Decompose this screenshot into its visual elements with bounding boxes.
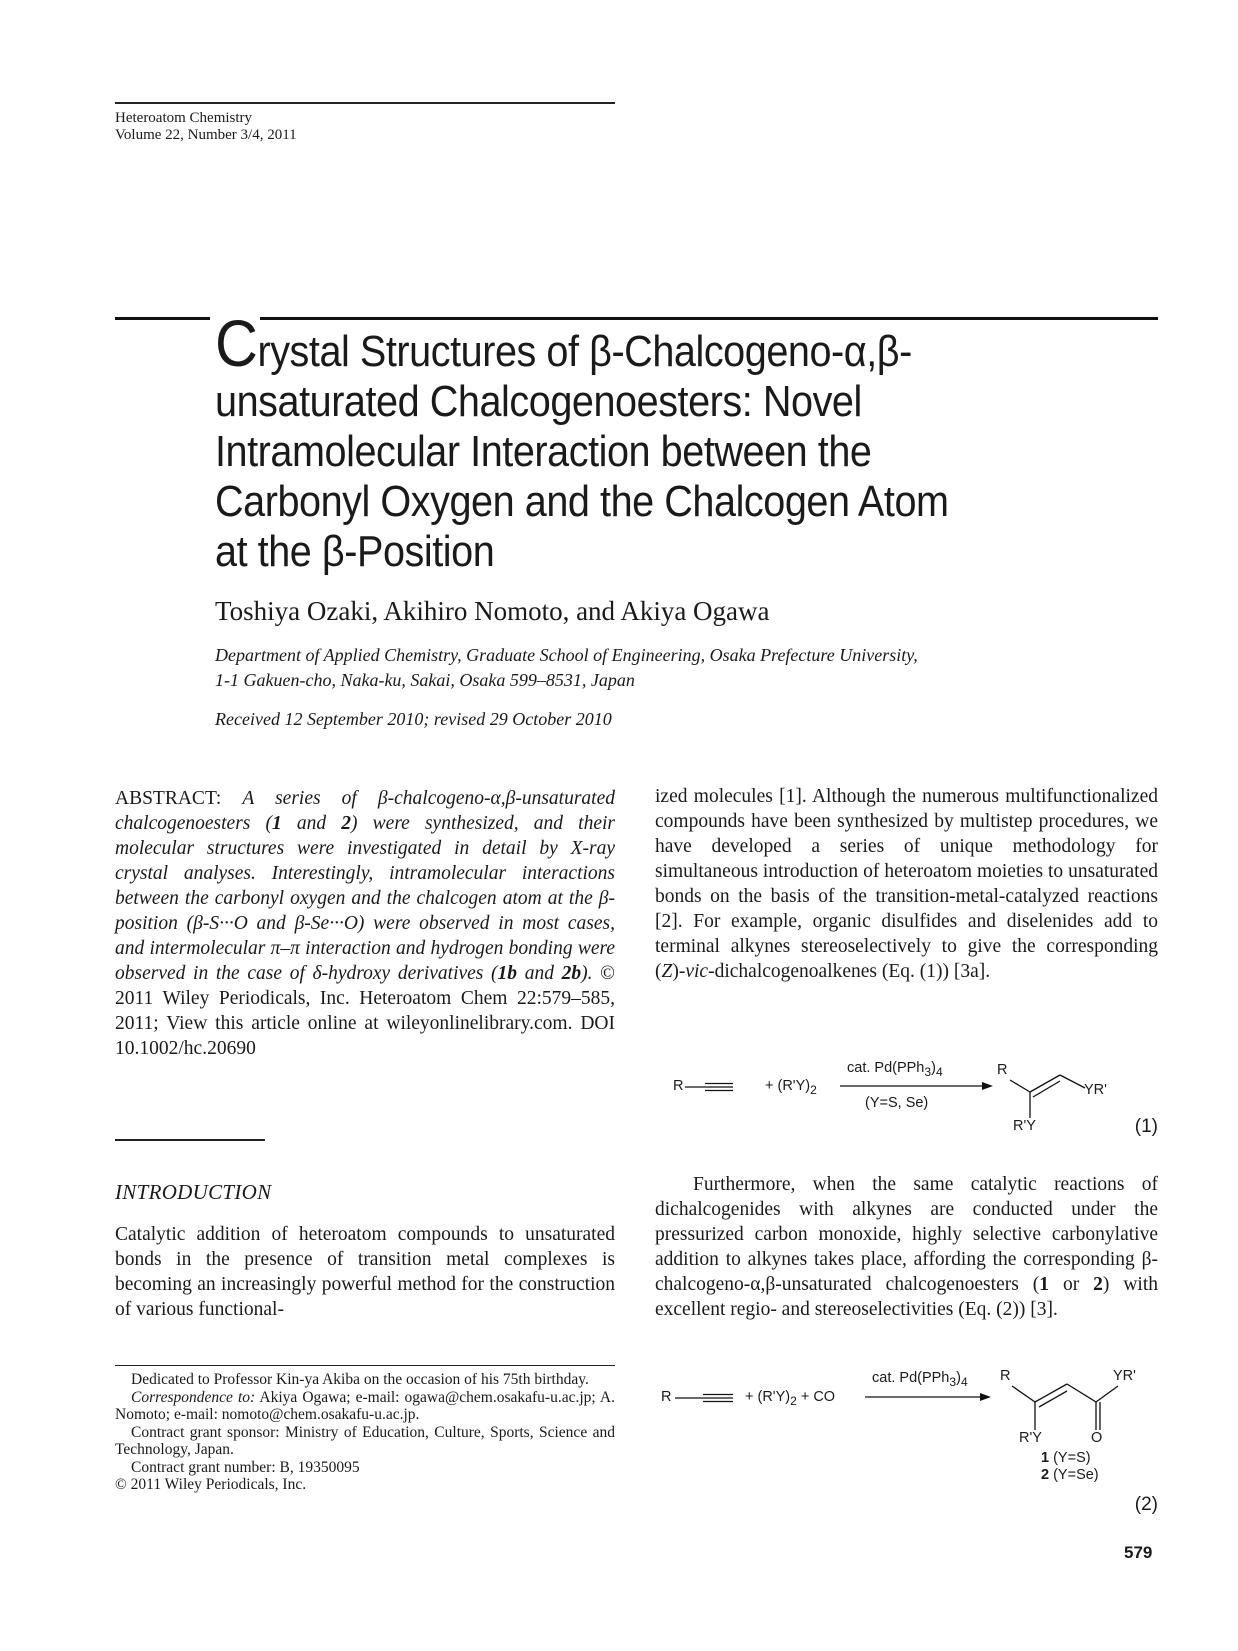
correspondence-label: Correspondence to: — [131, 1388, 256, 1406]
abstract-text-d: and — [517, 963, 562, 984]
title-line-5: at the β-Position — [215, 527, 495, 576]
title-dropcap: C — [215, 306, 258, 380]
scheme2-product-r: R — [1000, 1368, 1011, 1384]
scheme2-product-ry: R'Y — [1019, 1430, 1042, 1446]
para2-or: or — [1049, 1274, 1094, 1295]
footnote-sponsor: Contract grant sponsor: Ministry of Education, Culture, Sports, Science and Technology, Japan. — [115, 1423, 615, 1458]
para1-text-a: ized molecules [1]. Although the numerous multifunctionalized compounds have been synthesized by multistep procedures, we have developed a series of unique methodology for simultaneous introduction of heteroatom moieties to unsaturated bonds on the basis of the transition-metal-catalyzed reactions [2]. For example, organic disulfides and diselenides add to terminal alkynes stereoselectively to give the corresponding ( — [655, 786, 1158, 982]
equation-1-number: (1) — [1134, 1116, 1158, 1137]
scheme1-catalyst — [847, 1060, 943, 1079]
scheme1-catalyst-sub4: 4 — [935, 1064, 943, 1079]
journal-name: Heteroatom Chemistry — [115, 110, 253, 126]
title-rule-left — [115, 317, 210, 320]
abstract-end-rule — [115, 1139, 265, 1141]
scheme1-catalyst-sub3: 3 — [924, 1064, 932, 1079]
reaction-scheme-2 — [655, 1370, 1158, 1518]
body-paragraph-1 — [655, 784, 1158, 984]
footnote-grant: Contract grant number: B, 19350095 — [131, 1458, 360, 1476]
scheme2-catalyst — [872, 1370, 968, 1389]
scheme2-label-2 — [1041, 1467, 1099, 1483]
footnote-rule — [115, 1365, 615, 1366]
title-line-4: Carbonyl Oxygen and the Chalcogen Atom — [215, 477, 949, 526]
scheme1-catalyst-close: ) — [931, 1060, 936, 1076]
scheme2-label-2-number: 2 — [1041, 1467, 1050, 1483]
para2-text-c: ) with excellent regio- and stereoselectivities (Eq. (2)) [3]. — [655, 1274, 1158, 1320]
journal-header — [115, 102, 615, 144]
footnotes — [115, 1371, 615, 1494]
footnote-dedication: Dedicated to Professor Kin-ya Akiba on the occasion of his 75th birthday. — [131, 1371, 589, 1388]
scheme1-product-ry: R'Y — [1013, 1118, 1036, 1134]
scheme2-catalyst-text: cat. Pd(PPh — [872, 1370, 950, 1386]
footnote-correspondence — [115, 1389, 615, 1424]
footnote-copyright: © 2011 Wiley Periodicals, Inc. — [115, 1476, 307, 1493]
para1-text-c: -dichalcogenoalkenes (Eq. (1)) [3a]. — [708, 961, 991, 982]
body-paragraph-2 — [655, 1172, 1158, 1322]
page-number: 579 — [1124, 1543, 1153, 1562]
journal-volume: Volume 22, Number 3/4, 2011 — [115, 127, 297, 143]
para2-compound-1: 1 — [1039, 1274, 1049, 1295]
scheme1-reagent-sub: 2 — [810, 1082, 817, 1097]
abstract-copyright: © 2011 Wiley Periodicals, Inc. Heteroatom Chem 22:579–585, 2011; View this article online at wileyonlinelibrary.com. DOI 10.1002/hc.20690 — [115, 963, 615, 1059]
scheme2-label-1-text: (Y=S) — [1049, 1450, 1091, 1466]
correspondence-text: Akiya Ogawa; e-mail: ogawa@chem.osakafu-u.ac.jp; A. Nomoto; e-mail: nomoto@chem.osakafu-u.ac.jp. — [115, 1388, 615, 1423]
abstract-text-e: ). — [581, 963, 593, 984]
para1-text-b: )- — [672, 961, 686, 982]
abstract-label: ABSTRACT: — [115, 788, 222, 809]
scheme1-condition: (Y=S, Se) — [865, 1095, 929, 1111]
abstract — [115, 786, 615, 1061]
authors: Toshiya Ozaki, Akihiro Nomoto, and Akiya Ogawa — [215, 596, 770, 626]
scheme2-catalyst-sub3: 3 — [949, 1374, 957, 1389]
section-heading-introduction: INTRODUCTION — [115, 1180, 272, 1204]
scheme2-label-2-text: (Y=Se) — [1049, 1467, 1099, 1483]
scheme1-catalyst-text: cat. Pd(PPh — [847, 1060, 925, 1076]
para1-z: Z — [661, 961, 673, 982]
title-line-2: unsaturated Chalcogenoesters: Novel — [215, 377, 862, 426]
scheme2-label-1 — [1041, 1450, 1091, 1466]
article-title — [215, 306, 1025, 577]
para1-vic: vic — [685, 961, 709, 982]
scheme1-product-yr: YR' — [1084, 1082, 1107, 1098]
scheme2-reagent — [745, 1389, 835, 1408]
introduction-paragraph: Catalytic addition of heteroatom compounds to unsaturated bonds in the presence of transition metal complexes is becoming an increasingly powerful method for the construction of various functional- — [115, 1224, 615, 1320]
affiliation — [215, 643, 1165, 693]
reaction-scheme-1 — [655, 1060, 1158, 1138]
scheme2-catalyst-sub4: 4 — [960, 1374, 968, 1389]
scheme1-r: R — [673, 1078, 684, 1094]
scheme2-product-yr: YR' — [1113, 1368, 1136, 1384]
abstract-text-a: A series of β-chalcogeno-α,β-unsaturated chalcogenoesters ( — [115, 788, 616, 834]
equation-2-number: (2) — [1134, 1494, 1158, 1515]
affiliation-line-2: 1-1 Gakuen-cho, Naka-ku, Sakai, Osaka 599–8531, Japan — [215, 670, 635, 690]
abstract-text-c: ) were synthesized, and their molecular structures were investigated in detail by X-ray crystal analyses. Interestingly, intramolecular interactions between the carbonyl oxygen and the chalcogen atom at the β-position (β-S···O and β-Se···O) were observed in most cases, and intermolecular π–π interaction and hydrogen bonding were observed in the case of δ-hydroxy derivatives ( — [115, 813, 616, 984]
compound-1b: 1b — [497, 963, 518, 984]
scheme2-co: + CO — [796, 1389, 836, 1405]
scheme2-product-o: O — [1091, 1430, 1103, 1446]
compound-2: 2 — [341, 813, 352, 834]
scheme2-label-1-number: 1 — [1041, 1450, 1050, 1466]
received-dates: Received 12 September 2010; revised 29 October 2010 — [215, 709, 612, 729]
scheme1-reagent — [765, 1078, 817, 1097]
abstract-text-b: and — [281, 813, 342, 834]
scheme2-reagent-sub: 2 — [790, 1393, 797, 1408]
compound-2b: 2b — [561, 963, 582, 984]
scheme2-reagent-text: + (R'Y) — [745, 1389, 791, 1405]
para2-compound-2: 2 — [1093, 1274, 1103, 1295]
title-line-1: rystal Structures of β-Chalcogeno-α,β- — [257, 327, 912, 376]
scheme2-r: R — [661, 1389, 672, 1405]
scheme2-catalyst-close: ) — [956, 1370, 961, 1386]
scheme1-reagent-text: + (R'Y) — [765, 1078, 811, 1094]
para2-text-a: Furthermore, when the same catalytic reactions of dichalcogenides with alkynes are conducted under the pressurized carbon monoxide, highly selective carbonylative addition to alkynes takes place, affording the corresponding β-chalcogeno-α,β-unsaturated chalcogenoesters ( — [655, 1174, 1158, 1295]
title-line-3: Intramolecular Interaction between the — [215, 427, 872, 476]
compound-1: 1 — [272, 813, 282, 834]
affiliation-line-1: Department of Applied Chemistry, Graduate School of Engineering, Osaka Prefecture University, — [215, 645, 918, 665]
scheme1-product-r: R — [997, 1062, 1008, 1078]
